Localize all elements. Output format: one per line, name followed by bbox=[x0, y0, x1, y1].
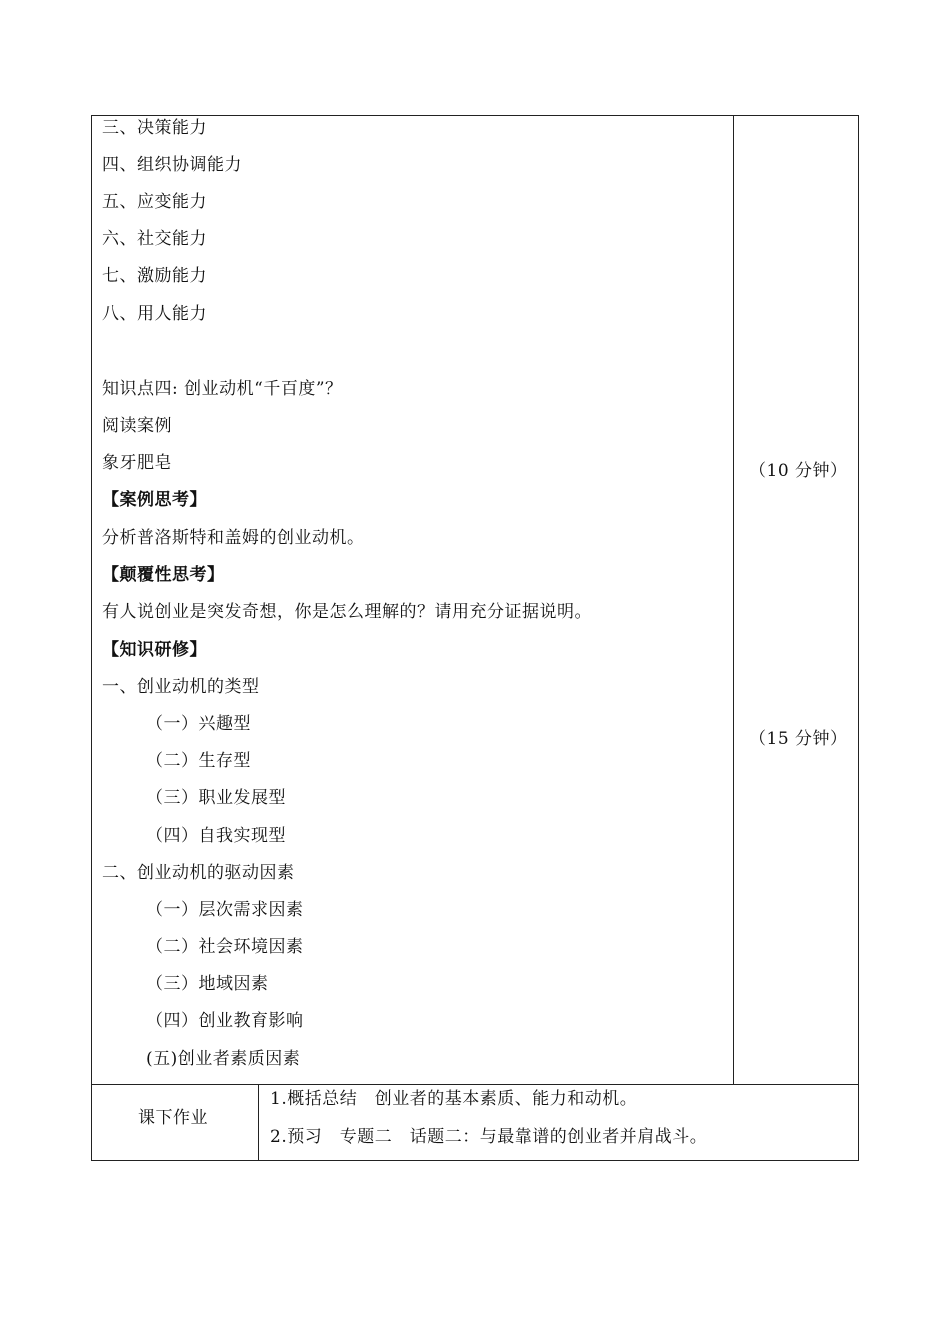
content-line: 阅读案例 bbox=[102, 416, 172, 436]
content-line: 一、创业动机的类型 bbox=[102, 677, 260, 697]
content-line: 八、用人能力 bbox=[102, 304, 207, 324]
homework-row-divider bbox=[91, 1084, 859, 1085]
content-line: （四）自我实现型 bbox=[146, 826, 286, 846]
content-line: 知识点四: 创业动机“千百度”？ bbox=[102, 379, 343, 399]
content-line: 【知识研修】 bbox=[102, 640, 207, 660]
homework-item-2: 2.预习 专题二 话题二：与最靠谱的创业者并肩战斗。 bbox=[270, 1127, 708, 1147]
content-line: 有人说创业是突发奇想，你是怎么理解的？请用充分证据说明。 bbox=[102, 602, 592, 622]
time-note-15min: （15 分钟） bbox=[749, 729, 848, 749]
content-line: 四、组织协调能力 bbox=[102, 155, 242, 175]
homework-label-divider bbox=[258, 1084, 259, 1161]
content-line: （一）兴趣型 bbox=[146, 714, 251, 734]
content-line: （一）层次需求因素 bbox=[146, 900, 304, 920]
content-line: 【案例思考】 bbox=[102, 490, 207, 510]
content-line: 六、社交能力 bbox=[102, 229, 207, 249]
homework-item-1: 1.概括总结 创业者的基本素质、能力和动机。 bbox=[270, 1089, 638, 1109]
content-line: （四）创业教育影响 bbox=[146, 1011, 304, 1031]
content-line: 七、激励能力 bbox=[102, 266, 207, 286]
time-note-10min: （10 分钟） bbox=[749, 461, 848, 481]
content-line: （二）生存型 bbox=[146, 751, 251, 771]
content-line: (五)创业者素质因素 bbox=[146, 1049, 301, 1069]
content-line: 象牙肥皂 bbox=[102, 453, 172, 473]
content-line: 二、创业动机的驱动因素 bbox=[102, 863, 295, 883]
content-line: （三）职业发展型 bbox=[146, 788, 286, 808]
time-column-divider bbox=[733, 115, 734, 1085]
content-line: （三）地域因素 bbox=[146, 974, 269, 994]
content-line: 五、应变能力 bbox=[102, 192, 207, 212]
content-line: 【颠覆性思考】 bbox=[102, 565, 225, 585]
content-line: 三、决策能力 bbox=[102, 118, 207, 138]
content-line: （二）社会环境因素 bbox=[146, 937, 304, 957]
homework-label: 课下作业 bbox=[138, 1108, 208, 1128]
content-line: 分析普洛斯特和盖姆的创业动机。 bbox=[102, 528, 365, 548]
